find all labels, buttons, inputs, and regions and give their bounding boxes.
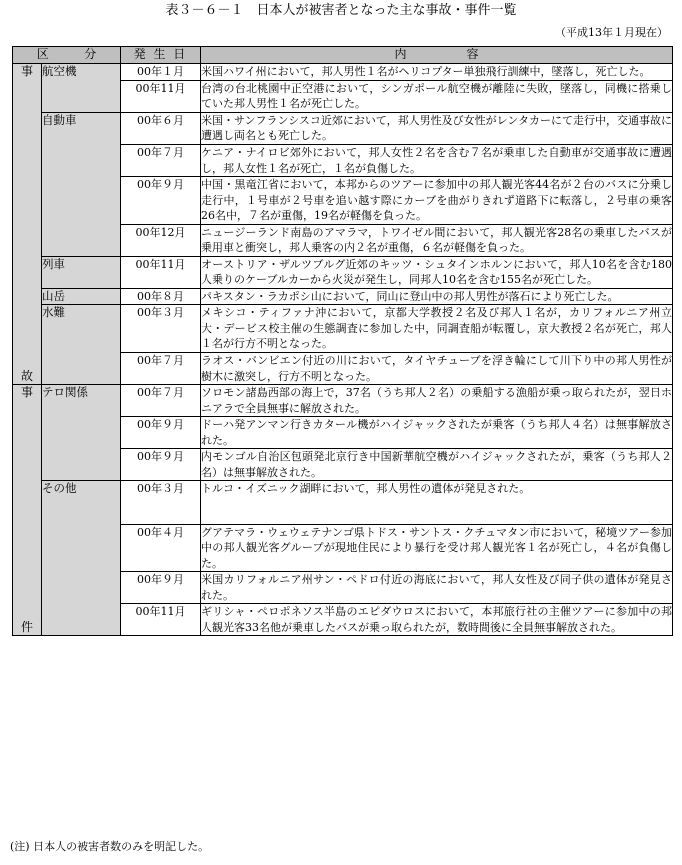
group-char: 事 xyxy=(20,64,33,78)
date-cell: 00年９月 xyxy=(121,177,201,225)
header-category-char: 区 xyxy=(36,47,49,61)
content-cell: パキスタン・ラカポシ山において，同山に登山中の邦人男性が落石により死亡した。 xyxy=(201,288,673,305)
date-cell: 00年11月 xyxy=(121,604,201,636)
group-char: 件 xyxy=(20,619,33,634)
sub-train: 列車 xyxy=(42,256,121,288)
table-row xyxy=(13,385,673,417)
content-cell: 米国ハワイ州において，邦人男性１名がヘリコプター単独飛行訓練中，墜落し，死亡した。 xyxy=(201,64,673,81)
content-cell: トルコ・イズニック湖畔において，邦人男性の遺体が発見された。 xyxy=(201,481,673,525)
date-cell: 00年３月 xyxy=(121,481,201,525)
date-cell: 00年６月 xyxy=(121,112,201,145)
group-incident xyxy=(13,385,42,636)
content-cell: グアテマラ・ウェウェテナンゴ県トドス・サントス・クチュマタン市において，秘境ツアー参加中の邦人観光客グループが現地住民により暴行を受け邦人観光客１名が死亡し，４名が負傷した。 xyxy=(201,525,672,570)
table-row xyxy=(13,112,673,145)
table-row xyxy=(13,305,673,353)
header-content-char: 容 xyxy=(466,47,479,61)
content-cell: 中国・黒竜江省において，本邦からのツアーに参加中の邦人観光客44名が２台のバスに分乗し走行中，１号車が２号車を追い越す際にカーブを曲がりきれず道路下に転落し，２号車の乗客26名中，７名が重傷，19名が軽傷を負った。 xyxy=(201,178,672,222)
sub-terrorism: テロ関係 xyxy=(42,385,121,481)
footnote: (注) 日本人の被害者数のみを明記した。 xyxy=(10,840,210,853)
incident-table xyxy=(12,46,673,636)
date-cell: 00年４月 xyxy=(121,524,201,572)
content-cell: メキシコ・ティファナ沖において，京都大学教授２名及び邦人１名が，カリフォルニア州立大・デービス校主催の生態調査に参加した中，同調査船が転覆し，京大教授２名が死亡，邦人１名が行方不明となった。 xyxy=(201,305,673,353)
date-cell: 00年12月 xyxy=(121,224,201,256)
table-row xyxy=(13,481,673,525)
content-cell: ソロモン諸島西部の海上で，37名（うち邦人２名）の乗船する漁船が乗っ取られたが，翌日ホニアラで全員無事に解放された。 xyxy=(201,386,672,415)
date-cell: 00年９月 xyxy=(121,572,201,604)
content-cell: 米国カリフォルニア州サン・ペドロ付近の海底において，邦人女性及び同子供の遺体が発見された。 xyxy=(201,573,672,602)
date-cell: 00年11月 xyxy=(121,256,201,288)
content-cell: 米国・サンフランシスコ近郊において，邦人男性及び女性がレンタカーにて走行中，交通事故に遭遇し両名とも死亡した。 xyxy=(201,112,673,145)
content-cell: 台湾の台北桃園中正空港において，シンガポール航空機が離陸に失敗，墜落し，同機に搭乗していた邦人男性１名が死亡した。 xyxy=(201,81,672,110)
header-content xyxy=(201,47,673,64)
sub-aircraft: 航空機 xyxy=(42,64,121,113)
date-cell: 00年11月 xyxy=(121,80,201,112)
group-char: 事 xyxy=(20,385,33,399)
content-cell: ケニア・ナイロビ郊外において，邦人女性２名を含む７名が乗車した自動車が交通事故に遭遇し，邦人女性１名が死亡，１名が負傷した。 xyxy=(201,146,672,175)
header-category xyxy=(13,47,121,64)
date-cell: 00年７月 xyxy=(121,353,201,385)
sub-mountain: 山岳 xyxy=(42,288,121,305)
as-of-date: （平成13年１月現在） xyxy=(555,26,668,39)
header-date: 発 生 日 xyxy=(121,47,201,64)
content-cell: ギリシャ・ペロポネソス半島のエピダウロスにおいて，本邦旅行社の主催ツアーに参加中の邦人観光客33名他が乗車したバスが乗っ取られたが，数時間後に全員無事解放された。 xyxy=(201,605,672,634)
sub-water: 水難 xyxy=(42,305,121,385)
header-category-char: 分 xyxy=(84,47,97,61)
group-char: 故 xyxy=(20,368,33,383)
date-cell: 00年７月 xyxy=(121,385,201,417)
table-title: 表３－６－１ 日本人が被害者となった主な事故・事件一覧 xyxy=(165,3,517,18)
table-row xyxy=(13,64,673,81)
content-cell: 内モンゴル自治区包頭発北京行き中国新華航空機がハイジャックされたが，乗客（うち邦人２名）は無事解放された。 xyxy=(201,450,672,479)
content-cell: オーストリア・ザルツブルグ近郊のキッツ・シュタインホルンにおいて，邦人10名を含む180人乗りのケーブルカーから火災が発生し，同邦人10名を含む155名が死亡した。 xyxy=(201,257,672,286)
date-cell: 00年１月 xyxy=(121,64,201,81)
header-content-char: 内 xyxy=(394,47,407,61)
header-row xyxy=(13,47,673,64)
date-cell: 00年３月 xyxy=(121,305,201,353)
content-cell: ドーハ発アンマン行きカタール機がハイジャックされたが乗客（うち邦人４名）は無事解放された。 xyxy=(201,418,672,447)
content-cell: ラオス・バンビエン付近の川において，タイヤチューブを浮き輪にして川下り中の邦人男性が樹木に激突し，行方不明となった。 xyxy=(201,354,672,383)
content-cell: ニュージーランド南島のアマラマ，トワイゼル間において，邦人観光客28名の乗車したバスが乗用車と衝突し，邦人乗客の内２名が重傷，６名が軽傷を負った。 xyxy=(201,225,672,254)
date-cell: 00年７月 xyxy=(121,145,201,177)
sub-automobile: 自動車 xyxy=(42,112,121,256)
date-cell: 00年９月 xyxy=(121,417,201,449)
date-cell: 00年８月 xyxy=(121,288,201,305)
sub-other: その他 xyxy=(42,481,121,636)
group-accident xyxy=(13,64,42,385)
date-cell: 00年９月 xyxy=(121,449,201,481)
table-row xyxy=(13,288,673,305)
table-row xyxy=(13,256,673,288)
